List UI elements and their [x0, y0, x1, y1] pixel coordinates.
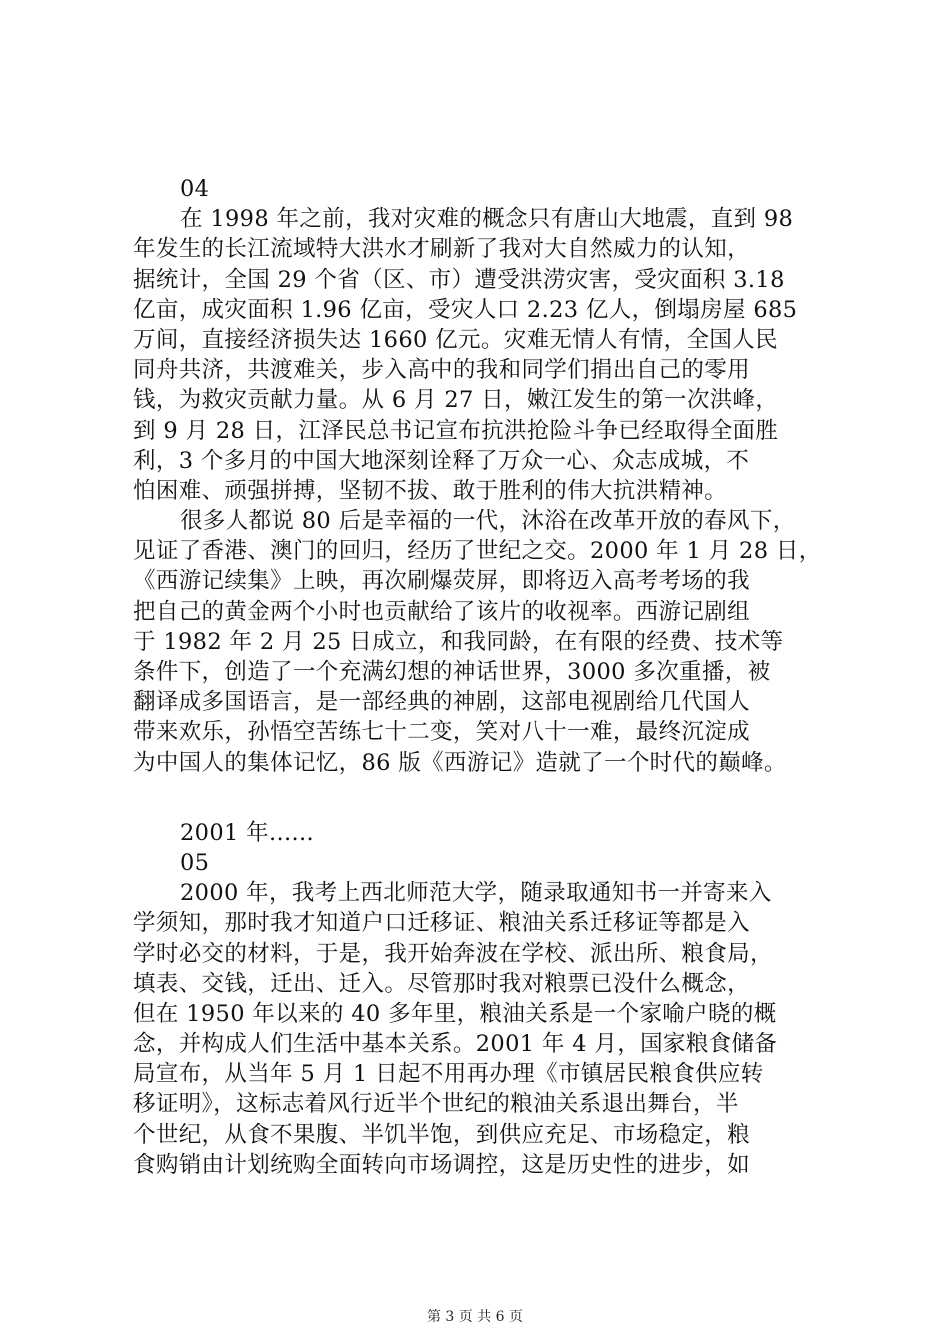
text-line: 钱，为救灾贡献力量。从 6 月 27 日，嫩江发生的第一次洪峰，	[133, 387, 779, 414]
paragraph-spacer	[133, 778, 833, 818]
text-line: 条件下，创造了一个充满幻想的神话世界，3000 多次重播，被	[133, 659, 771, 685]
text-line: 填表、交钱，迁出、迁入。尽管那时我对粮票已没什么概念，	[133, 970, 750, 997]
text-line: 据统计，全国 29 个省（区、市）遭受洪涝灾害，受灾面积 3.18	[133, 266, 785, 293]
text-line: 个世纪，从食不果腹、半饥半饱，到供应充足、市场稳定，粮	[133, 1121, 750, 1148]
text-line: 利，3 个多月的中国大地深刻诠释了万众一心、众志成城，不	[133, 447, 750, 474]
document-body	[133, 174, 833, 1180]
text-line: 很多人都说 80 后是幸福的一代，沐浴在改革开放的春风下，	[180, 508, 796, 535]
year-marker: 2001 年......	[180, 819, 315, 846]
section-05-paragraph-1	[133, 878, 833, 1180]
text-line: 2000 年，我考上西北师范大学，随录取通知书一并寄来入	[180, 880, 772, 907]
text-line: 翻译成多国语言，是一部经典的神剧，这部电视剧给几代国人	[133, 689, 750, 716]
text-line: 局宣布，从当年 5 月 1 日起不用再办理《市镇居民粮食供应转	[133, 1061, 764, 1088]
text-line: 年发生的长江流域特大洪水才刷新了我对大自然威力的认知，	[133, 236, 750, 263]
text-line: 《西游记续集》上映，再次刷爆荧屏，即将迈入高考考场的我	[133, 568, 750, 595]
text-line: 为中国人的集体记忆，86 版《西游记》造就了一个时代的巅峰。	[133, 749, 787, 776]
text-line: 带来欢乐，孙悟空苦练七十二变，笑对八十一难，最终沉淀成	[133, 719, 750, 746]
page-footer	[0, 1308, 950, 1326]
text-line: 亿亩，成灾面积 1.96 亿亩，受灾人口 2.23 亿人，倒塌房屋 685	[133, 296, 798, 323]
text-line: 移证明》，这标志着风行近半个世纪的粮油关系退出舞台，半	[133, 1091, 739, 1118]
text-line: 在 1998 年之前，我对灾难的概念只有唐山大地震，直到 98	[180, 206, 794, 233]
text-line: 念，并构成人们生活中基本关系。2001 年 4 月，国家粮食储备	[133, 1031, 778, 1058]
section-04-paragraph-2	[133, 506, 833, 778]
page-number: 第 3 页 共 6 页	[426, 1309, 524, 1325]
section-heading-05: 05	[180, 849, 210, 876]
text-line: 同舟共济，共渡难关，步入高中的我和同学们捐出自己的零用	[133, 357, 750, 384]
text-line: 食购销由计划统购全面转向市场调控，这是历史性的进步，如	[133, 1151, 750, 1178]
text-line: 万间，直接经济损失达 1660 亿元。灾难无情人有情，全国人民	[133, 326, 778, 353]
text-line: 把自己的黄金两个小时也贡献给了该片的收视率。西游记剧组	[133, 598, 750, 625]
section-heading-04: 04	[180, 176, 210, 202]
text-line: 于 1982 年 2 月 25 日成立，和我同龄，在有限的经费、技术等	[133, 628, 784, 655]
text-line: 学须知，那时我才知道户口迁移证、粮油关系迁移证等都是入	[133, 910, 750, 937]
text-line: 但在 1950 年以来的 40 多年里，粮油关系是一个家喻户晓的概	[133, 1000, 777, 1027]
text-line: 学时必交的材料，于是，我开始奔波在学校、派出所、粮食局，	[133, 940, 773, 967]
text-line: 到 9 月 28 日，江泽民总书记宣布抗洪抢险斗争已经取得全面胜	[133, 417, 779, 444]
section-04-paragraph-1	[133, 204, 833, 506]
text-line: 见证了香港、澳门的回归，经历了世纪之交。2000 年 1 月 28 日，	[133, 538, 822, 565]
text-line: 怕困难、顽强拼搏，坚韧不拔、敢于胜利的伟大抗洪精神。	[133, 477, 728, 504]
